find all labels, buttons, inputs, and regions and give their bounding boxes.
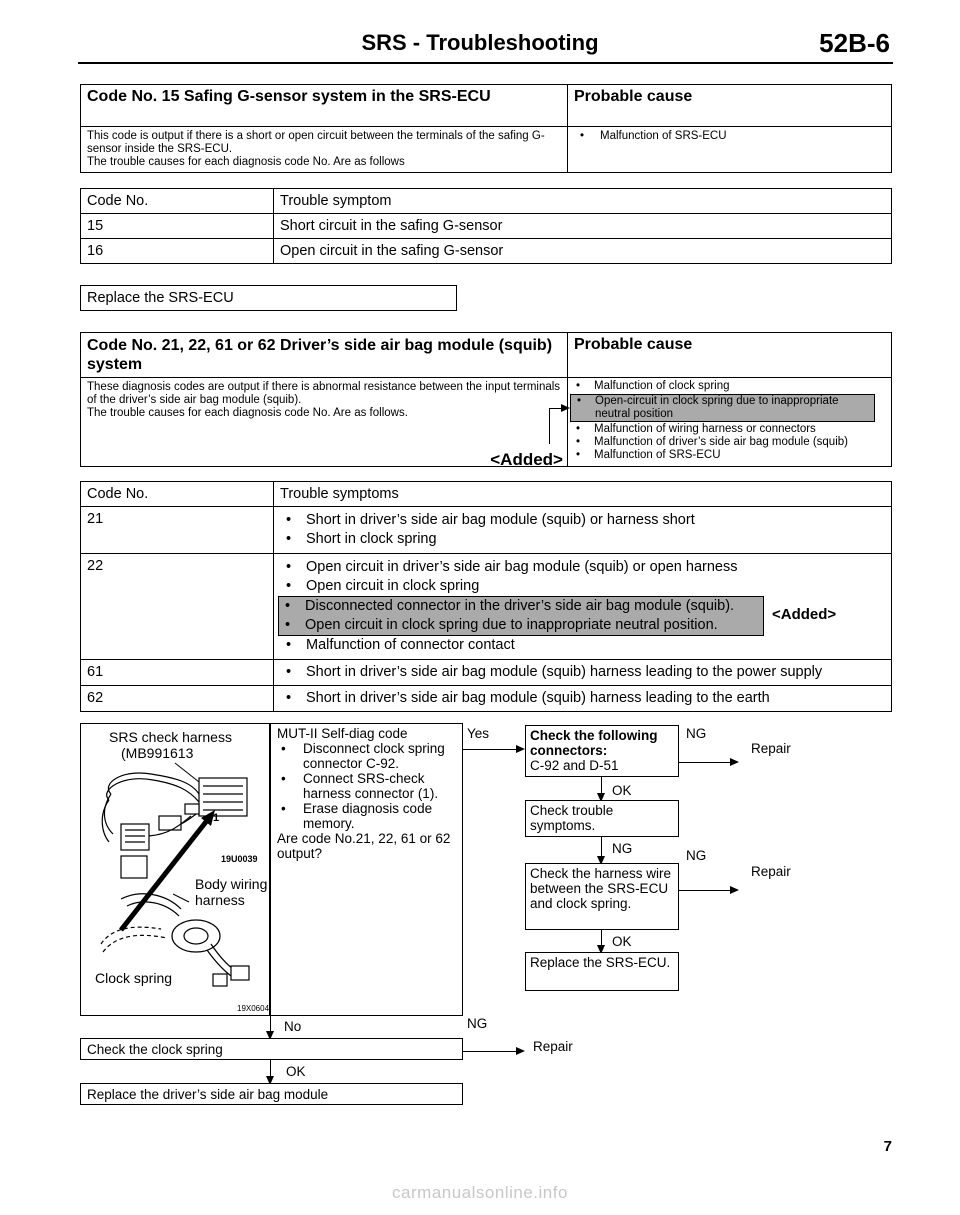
col-header-code: Code No.: [81, 189, 274, 214]
symptom-item: • Open circuit in clock spring: [280, 577, 885, 596]
cause-item: • Malfunction of clock spring: [570, 380, 889, 393]
arrow-right-icon: [561, 404, 570, 412]
ok-label: OK: [612, 934, 632, 949]
yes-label: Yes: [467, 726, 490, 741]
code21-cause-heading: Probable cause: [568, 333, 892, 378]
page-number: 7: [883, 1138, 892, 1155]
symptom-item: • Short in driver’s side air bag module (squib) or harness short: [280, 511, 885, 530]
code15-table: [80, 84, 892, 173]
table-cell-symptoms: [274, 660, 892, 686]
added-label: <Added>: [490, 450, 563, 469]
cause-item: • Malfunction of SRS-ECU: [570, 449, 889, 462]
code15-description-text2: The trouble causes for each diagnosis code No. Are as follows: [87, 156, 405, 168]
mut-step: • Connect SRS-check harness connector (1).: [277, 771, 456, 801]
figure-code: 19X0604: [237, 1004, 270, 1013]
cause-item: • Malfunction of SRS-ECU: [574, 130, 885, 143]
ok-label: OK: [286, 1064, 306, 1079]
check-connectors-detail: C-92 and D-51: [530, 758, 619, 773]
mut-step: • Erase diagnosis code memory.: [277, 801, 456, 831]
mut-question: Are code No.21, 22, 61 or 62 output?: [277, 831, 451, 861]
ok-label: OK: [612, 783, 632, 798]
flow-line: [679, 762, 731, 763]
mut-title: MUT-II Self-diag code: [277, 726, 408, 741]
flow-line: [270, 1060, 271, 1077]
code15-symptom-table: [80, 188, 892, 264]
body-wiring-label: Body wiring: [195, 876, 268, 892]
code21-causes: [568, 378, 892, 467]
no-label: No: [284, 1019, 302, 1034]
page-title: SRS - Troubleshooting: [361, 30, 599, 55]
symptom-item: • Short in driver’s side air bag module (squib) harness leading to the power supply: [280, 664, 885, 680]
repair-label: Repair: [751, 741, 791, 756]
table-cell-code: 15: [81, 214, 274, 239]
flow-line: [679, 890, 731, 891]
harness-label: SRS check harness: [109, 729, 232, 745]
table-cell-symptoms: [274, 507, 892, 554]
code15-description-text: This code is output if there is a short or open circuit between the terminals of the safing G-sensor inside the SRS-ECU.: [87, 130, 545, 155]
flow-line: [601, 837, 602, 857]
ng-label: NG: [612, 841, 633, 856]
added-connector-line: [549, 408, 550, 444]
repair-label: Repair: [751, 864, 791, 879]
arrow-right-icon: [730, 758, 739, 766]
code21-description: [81, 378, 568, 467]
flow-line: [463, 1051, 517, 1052]
flow-line: [601, 930, 602, 946]
table-cell-code: 16: [81, 239, 274, 264]
symptom-item-added: • Open circuit in clock spring due to inappropriate neutral position.: [279, 616, 763, 635]
added-symptoms-highlight: [278, 596, 764, 636]
arrow-right-icon: [516, 745, 525, 753]
harness-figure: [80, 723, 270, 1016]
table-cell-symptom: Short circuit in the safing G-sensor: [274, 214, 892, 239]
code15-cause-heading: Probable cause: [568, 85, 892, 127]
cause-item: • Malfunction of wiring harness or connectors: [570, 423, 889, 436]
check-connectors-box: [525, 725, 679, 777]
code21-description-text2: The trouble causes for each diagnosis code No. Are as follows.: [87, 407, 408, 419]
body-wiring-label2: harness: [195, 892, 245, 908]
table-cell-symptoms: [274, 554, 892, 660]
header-rule: [78, 62, 893, 64]
code15-causes: [568, 127, 892, 173]
figure-code: 19U0039: [221, 854, 258, 864]
watermark: carmanualsonline.info: [392, 1183, 568, 1202]
col-header-code: Code No.: [81, 482, 274, 507]
ng-label: NG: [686, 848, 707, 863]
check-clock-spring-box: Check the clock spring: [80, 1038, 463, 1060]
code15-description: [81, 127, 568, 173]
symptom-item: • Open circuit in driver’s side air bag module (squib) or open harness: [280, 558, 885, 577]
harness-part-number: (MB991613: [121, 745, 194, 761]
replace-ecu-box: Replace the SRS-ECU: [80, 285, 457, 311]
replace-module-box: Replace the driver’s side air bag module: [80, 1083, 463, 1105]
code21-table: [80, 332, 892, 467]
flow-line: [463, 749, 517, 750]
symptom-item-added: • Disconnected connector in the driver’s side air bag module (squib).: [279, 597, 763, 616]
table-cell-symptoms: [274, 686, 892, 712]
code21-symptom-table: [80, 481, 892, 712]
col-header-symptom: Trouble symptoms: [274, 482, 892, 507]
code21-heading: Code No. 21, 22, 61 or 62 Driver’s side air bag module (squib) system: [81, 333, 568, 378]
flow-line: [601, 777, 602, 794]
symptom-item: • Short in driver’s side air bag module (squib) harness leading to the earth: [280, 690, 885, 706]
table-cell-code: 61: [81, 660, 274, 686]
table-cell-code: 21: [81, 507, 274, 554]
check-connectors-title: Check the following connectors:: [530, 728, 658, 758]
repair-label: Repair: [533, 1039, 573, 1054]
mut-step: • Disconnect clock spring connector C-92.: [277, 741, 456, 771]
clock-spring-label: Clock spring: [95, 970, 173, 986]
col-header-symptom: Trouble symptom: [274, 189, 892, 214]
ng-label: NG: [686, 726, 707, 741]
mut-diag-box: [270, 723, 463, 1016]
symptom-item: • Short in clock spring: [280, 530, 885, 549]
arrow-right-icon: [516, 1047, 525, 1055]
cause-item: • Malfunction of driver’s side air bag module (squib): [570, 436, 889, 449]
ng-label: NG: [467, 1016, 488, 1031]
cause-item-added: • Open-circuit in clock spring due to inappropriate neutral position: [570, 394, 875, 422]
connector-marker: 1: [213, 812, 220, 824]
arrow-right-icon: [730, 886, 739, 894]
code15-heading: Code No. 15 Safing G-sensor system in the SRS-ECU: [81, 85, 568, 127]
replace-srs-box: Replace the SRS-ECU.: [525, 952, 679, 991]
added-label: <Added>: [772, 606, 837, 623]
table-cell-symptom: Open circuit in the safing G-sensor: [274, 239, 892, 264]
section-code: 52B-6: [819, 28, 890, 58]
check-trouble-box: Check trouble symptoms.: [525, 800, 679, 837]
table-cell-code: 22: [81, 554, 274, 660]
code21-description-text: These diagnosis codes are output if there is abnormal resistance between the input terminals of the driver’s side air bag module (squib).: [87, 381, 561, 406]
symptom-item: • Malfunction of connector contact: [280, 636, 885, 655]
check-harness-box: Check the harness wire between the SRS-ECU and clock spring.: [525, 863, 679, 930]
table-cell-code: 62: [81, 686, 274, 712]
